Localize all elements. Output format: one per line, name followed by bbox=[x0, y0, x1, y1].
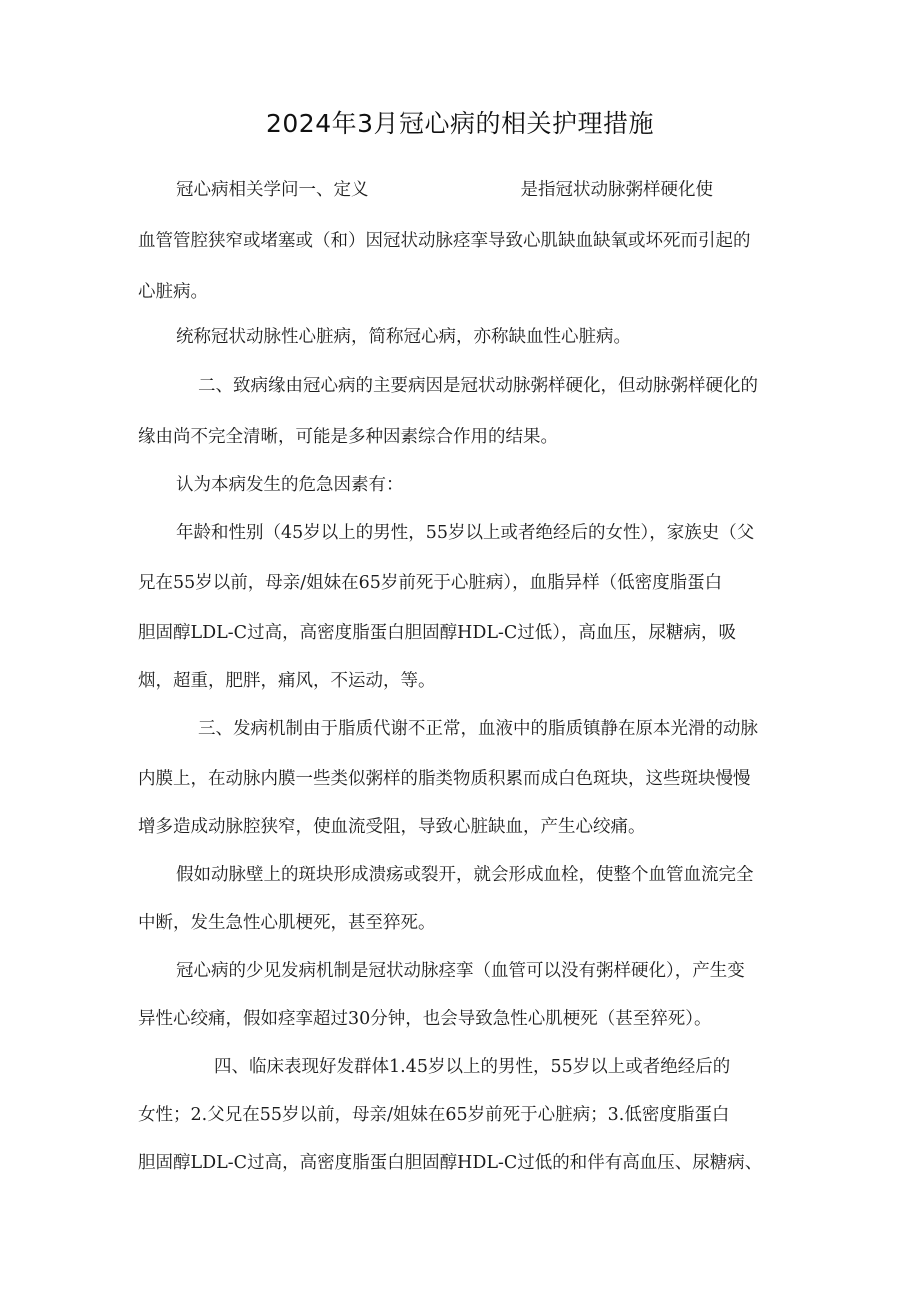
paragraph-line: 四、临床表现好发群体1.45岁以上的男性，55岁以上或者绝经后的 bbox=[214, 1057, 731, 1077]
paragraph-line bbox=[176, 177, 788, 203]
paragraph-line: 假如动脉壁上的斑块形成溃疡或裂开，就会形成血栓，使整个血管血流完全 bbox=[176, 865, 754, 885]
paragraph-line: 增多造成动脉腔狭窄，使血流受阻，导致心脏缺血，产生心绞痛。 bbox=[138, 817, 646, 837]
paragraph-line: 二、致病缘由冠心病的主要病因是冠状动脉粥样硬化，但动脉粥样硬化的 bbox=[198, 376, 758, 396]
paragraph-line: 统称冠状动脉性心脏病，简称冠心病，亦称缺血性心脏病。 bbox=[176, 327, 631, 347]
paragraph-line: 女性；2.父兄在55岁以前，母亲/姐妹在65岁前死于心脏病；3.低密度脂蛋白 bbox=[138, 1105, 730, 1125]
paragraph-line: 年龄和性别（45岁以上的男性，55岁以上或者绝经后的女性），家族史（父 bbox=[176, 523, 755, 543]
paragraph-line: 冠心病的少见发病机制是冠状动脉痉挛（血管可以没有粥样硬化），产生变 bbox=[176, 961, 745, 981]
paragraph-line: 缘由尚不完全清晰，可能是多种因素综合作用的结果。 bbox=[138, 427, 558, 447]
paragraph-line: 胆固醇LDL-C过高，高密度脂蛋白胆固醇HDL-C过低的和伴有高血压、尿糖病、 bbox=[138, 1153, 763, 1173]
definition-heading: 冠心病相关学问一、定义 bbox=[176, 180, 369, 200]
paragraph-line: 内膜上，在动脉内膜一些类似粥样的脂类物质积累而成白色斑块，这些斑块慢慢 bbox=[138, 769, 751, 789]
paragraph-line: 心脏病。 bbox=[138, 282, 208, 302]
paragraph-line: 胆固醇LDL-C过高，高密度脂蛋白胆固醇HDL-C过低），高血压，尿糖病，吸 bbox=[138, 623, 737, 643]
paragraph-line: 三、发病机制由于脂质代谢不正常，血液中的脂质镇静在原本光滑的动脉 bbox=[198, 719, 758, 739]
page-title: 2024年3月冠心病的相关护理措施 bbox=[265, 109, 655, 138]
definition-text: 是指冠状动脉粥样硬化使 bbox=[520, 180, 713, 200]
paragraph-line: 异性心绞痛，假如痉挛超过30分钟，也会导致急性心肌梗死（甚至猝死）。 bbox=[138, 1009, 712, 1029]
paragraph-line: 中断，发生急性心肌梗死，甚至猝死。 bbox=[138, 913, 436, 933]
paragraph-line: 血管管腔狭窄或堵塞或（和）因冠状动脉痉挛导致心肌缺血缺氧或坏死而引起的 bbox=[138, 231, 751, 251]
paragraph-line: 认为本病发生的危急因素有： bbox=[176, 475, 404, 495]
paragraph-line: 烟，超重，肥胖，痛风，不运动，等。 bbox=[138, 671, 436, 691]
paragraph-line: 兄在55岁以前，母亲/姐妹在65岁前死于心脏病），血脂异样（低密度脂蛋白 bbox=[138, 573, 723, 593]
